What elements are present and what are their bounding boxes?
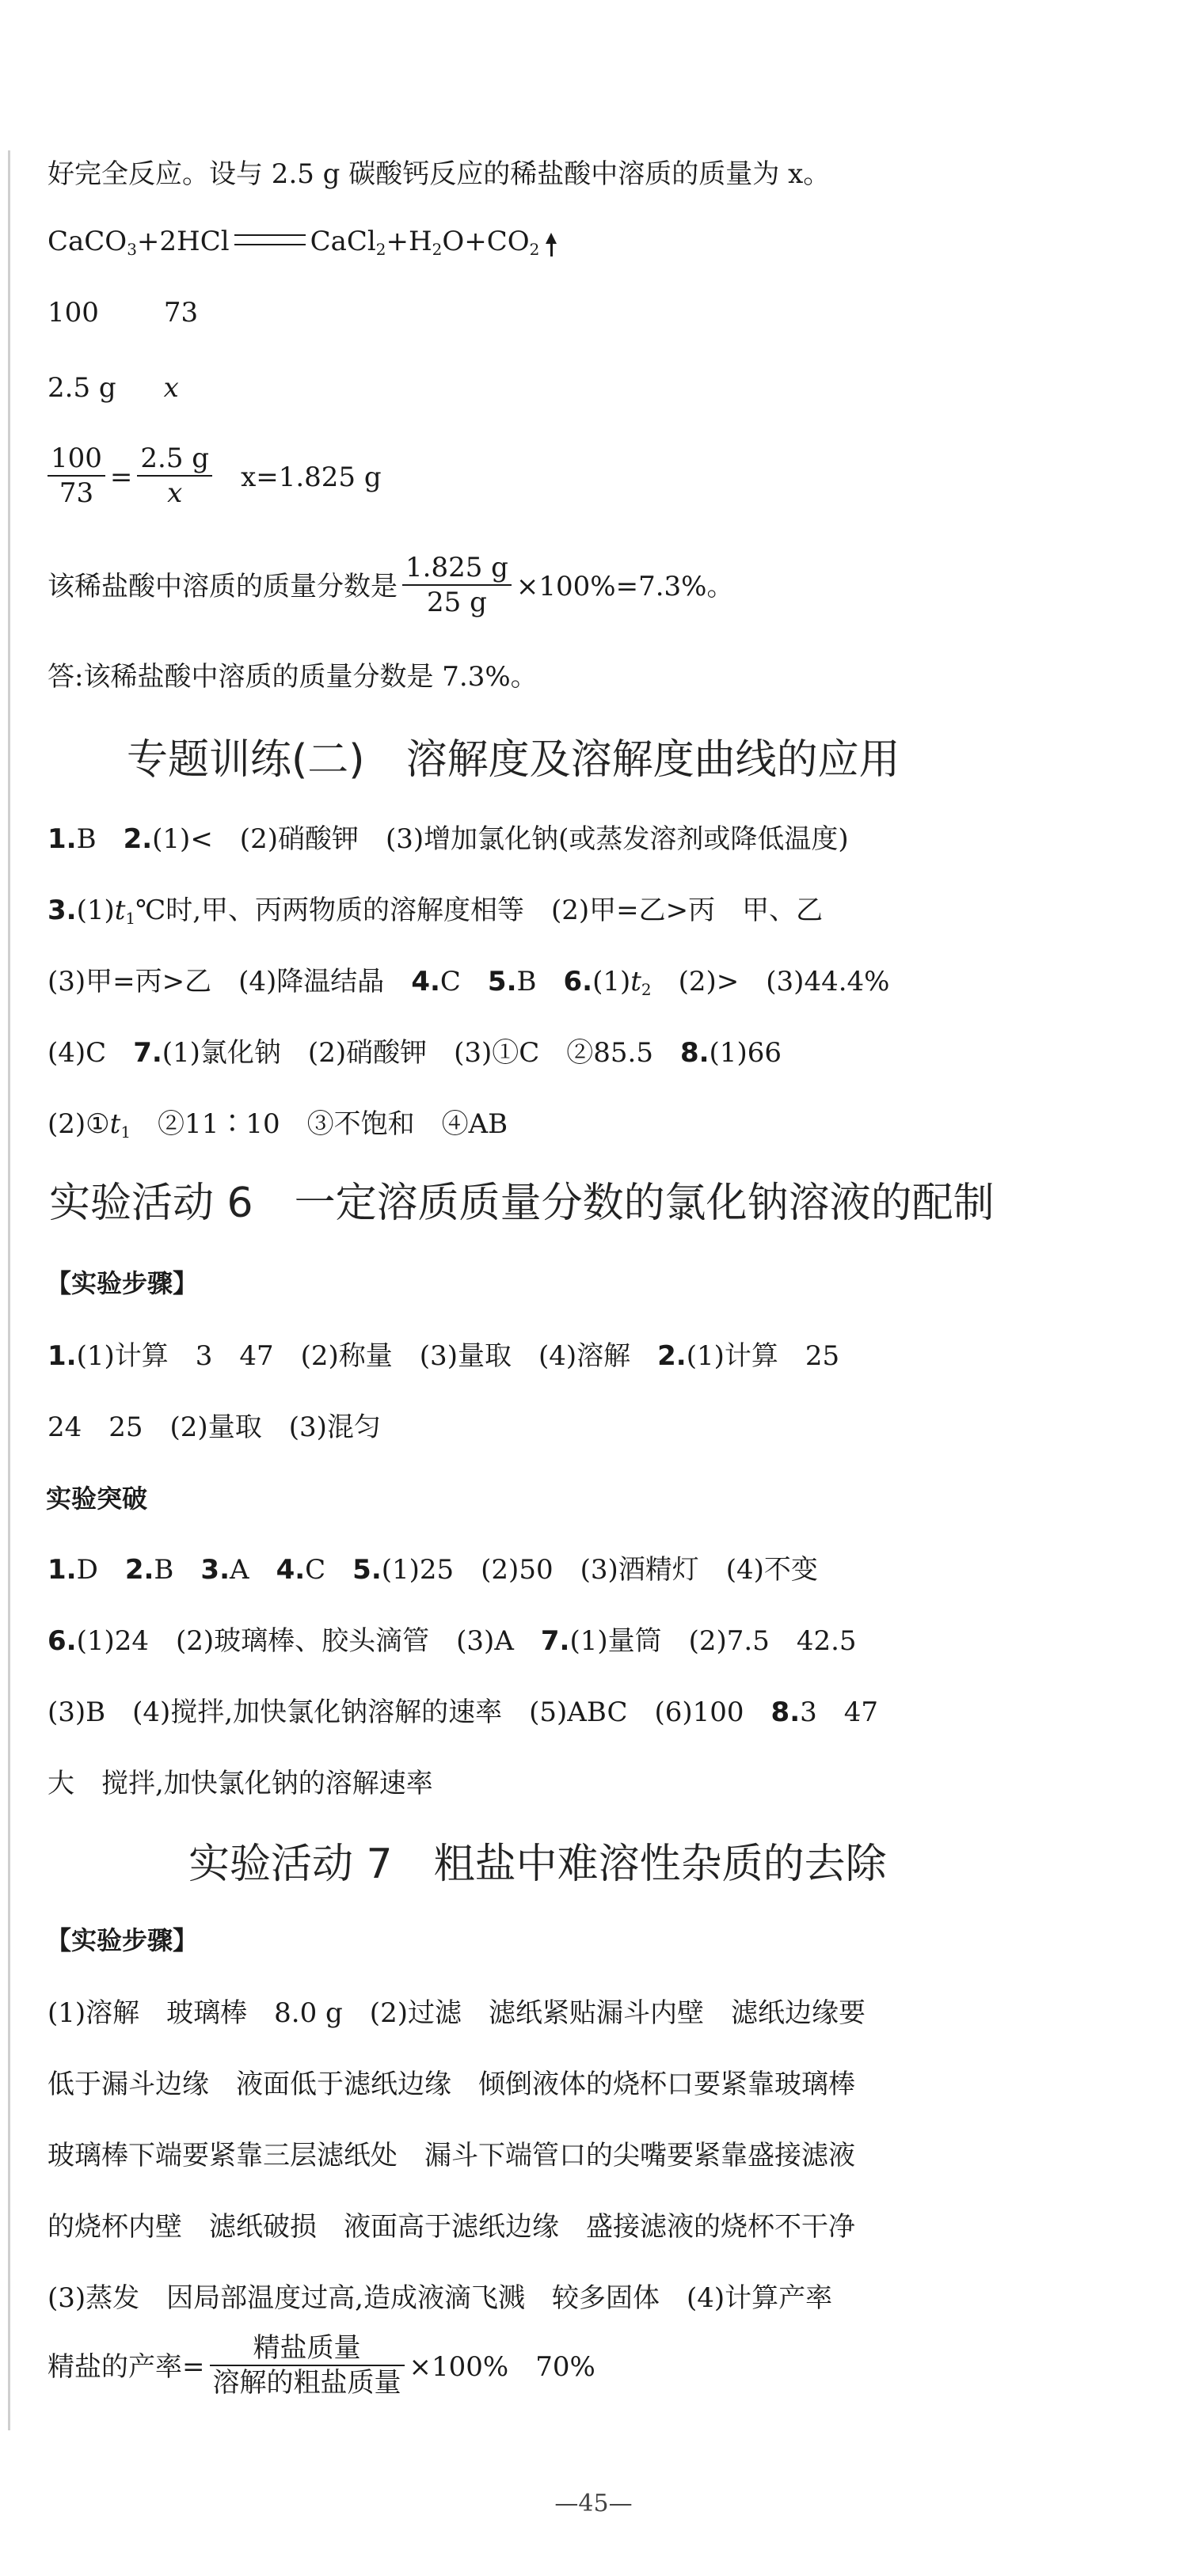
yield-fraction — [210, 2331, 405, 2399]
equals-sign-icon — [234, 234, 306, 245]
unknown-x: x — [163, 372, 179, 404]
eq-sub: 2 — [375, 240, 386, 259]
yield-formula — [48, 2331, 1155, 2403]
s1-line-3 — [48, 962, 1155, 1009]
intro-text: 好完全反应。设与 2.5 g 碳酸钙反应的稀盐酸中溶质的质量为 x。 — [48, 158, 831, 190]
s3-line-2 — [48, 2065, 1155, 2104]
s3-line-3 — [48, 2136, 1155, 2175]
proportion-line — [48, 442, 1155, 513]
fraction-numerator: 2.5 g — [140, 443, 210, 474]
eq-cacl2: CaCl — [310, 226, 376, 257]
s2-line-6 — [48, 1764, 1155, 1803]
question-number: 4. — [411, 966, 440, 997]
question-number: 8. — [679, 1037, 710, 1069]
answer: 大 搅拌,加快氯化钠的溶解速率 — [48, 1768, 433, 1799]
answer: D — [76, 1554, 125, 1586]
mass-fraction-text: 该稀盐酸中溶质的质量分数是 — [48, 571, 398, 602]
fraction-numerator: 精盐质量 — [253, 2332, 361, 2364]
answer: B — [76, 823, 124, 855]
eq-hcl: +2HCl — [136, 226, 230, 257]
section-title: 专题训练(二) 溶解度及溶解度曲线的应用 — [127, 736, 900, 784]
question-number: 2. — [123, 823, 153, 855]
answer: (3)甲=丙>乙 (4)降温结晶 — [48, 966, 412, 997]
question-number: 7. — [540, 1625, 570, 1657]
s2-line-2 — [48, 1408, 1155, 1447]
answer: (1) — [592, 966, 631, 997]
intro-line — [48, 154, 1155, 194]
answer-text: 答:该稀盐酸中溶质的质量分数是 7.3%。 — [48, 661, 538, 693]
fraction-numerator: 1.825 g — [405, 552, 508, 583]
s1-line-4 — [48, 1033, 1155, 1073]
temperature-symbol: t — [114, 895, 126, 926]
question-number: 6. — [48, 1625, 77, 1657]
answer: ℃时,甲、丙两物质的溶解度相等 (2)甲=乙>丙 甲、乙 — [135, 895, 824, 926]
fraction-denominator: x — [167, 477, 183, 509]
temperature-sub: 1 — [125, 909, 136, 928]
ratio-fraction-1 — [48, 442, 105, 510]
temperature-sub: 1 — [120, 1123, 131, 1142]
answer: 3 47 — [800, 1696, 879, 1728]
equals: = — [109, 462, 133, 493]
answer: (1)66 — [709, 1037, 782, 1069]
question-number: 1. — [48, 823, 77, 855]
fraction-denominator: 73 — [59, 477, 94, 509]
question-number: 2. — [657, 1340, 687, 1372]
answer: (4)C — [48, 1037, 134, 1069]
gas-arrow-icon — [546, 233, 557, 244]
answer-line — [48, 657, 1155, 697]
eq-sub: 2 — [432, 240, 443, 259]
binding-margin-line — [8, 150, 10, 2430]
answer: (1)25 (2)50 (3)酒精灯 (4)不变 — [381, 1554, 818, 1586]
question-number: 3. — [200, 1554, 230, 1586]
answer: (3)B (4)搅拌,加快氯化钠溶解的速率 (5)ABC (6)100 — [48, 1696, 771, 1728]
question-number: 3. — [48, 895, 77, 926]
answer: (1)量筒 (2)7.5 42.5 — [569, 1625, 857, 1657]
answer: 低于漏斗边缘 液面低于滤纸边缘 倾倒液体的烧杯口要紧靠玻璃棒 — [48, 2069, 855, 2100]
mass-fraction-line — [48, 551, 1155, 622]
subsection-label: 【实验步骤】 — [46, 1268, 199, 1298]
mass-fraction — [402, 551, 512, 619]
answer: (1)溶解 玻璃棒 8.0 g (2)过滤 滤纸紧贴漏斗内壁 滤纸边缘要 — [48, 1997, 866, 2029]
s2-line-3 — [48, 1550, 1155, 1590]
question-number: 7. — [133, 1037, 162, 1069]
yield-result: ×100% 70% — [409, 2351, 595, 2383]
answer: C — [305, 1554, 353, 1586]
eq-sub: 2 — [529, 240, 540, 259]
answer: (1)计算 25 — [686, 1340, 840, 1372]
answer: (1) — [76, 895, 115, 926]
ratio-fraction-2 — [137, 442, 212, 510]
s2-line-4 — [48, 1621, 1155, 1661]
fraction-denominator: 25 g — [427, 587, 487, 618]
answer: 玻璃棒下端要紧靠三层滤纸处 漏斗下端管口的尖嘴要紧靠盛接滤液 — [48, 2140, 855, 2171]
answer: A — [230, 1554, 276, 1586]
question-number: 6. — [563, 966, 593, 997]
temperature-symbol: t — [630, 966, 641, 997]
answer: (3)蒸发 因局部温度过高,造成液滴飞溅 较多固体 (4)计算产率 — [48, 2282, 833, 2314]
section-title: 实验活动 7 粗盐中难溶性杂质的去除 — [188, 1841, 887, 1888]
question-number: 4. — [276, 1554, 306, 1586]
fraction-denominator: 溶解的粗盐质量 — [212, 2367, 401, 2399]
s1-line-5 — [48, 1104, 1155, 1152]
subsection-label: 【实验步骤】 — [46, 1925, 199, 1955]
s3-line-5 — [48, 2278, 1155, 2318]
eq-sub: 3 — [127, 240, 137, 259]
answer: 的烧杯内壁 滤纸破损 液面高于滤纸边缘 盛接滤液的烧杯不干净 — [48, 2211, 855, 2243]
s3-line-4 — [48, 2207, 1155, 2247]
x-result: x=1.825 g — [241, 462, 382, 493]
section-title: 实验活动 6 一定溶质质量分数的氯化钠溶液的配制 — [49, 1180, 995, 1227]
fraction-numerator: 100 — [51, 443, 102, 474]
answer: (1)24 (2)玻璃棒、胶头滴管 (3)A — [76, 1625, 541, 1657]
s3-line-1 — [48, 1993, 1155, 2033]
mass-fraction-result: ×100%=7.3%。 — [516, 571, 734, 602]
answer: (1)计算 3 47 (2)称量 (3)量取 (4)溶解 — [76, 1340, 658, 1372]
answer: (1)氯化钠 (2)硝酸钾 (3)①C ②85.5 — [162, 1037, 680, 1069]
answer: (1)< (2)硝酸钾 (3)增加氯化钠(或蒸发溶剂或降低温度) — [152, 823, 849, 855]
temperature-sub: 2 — [641, 980, 652, 999]
mass-value-row — [48, 368, 1155, 408]
question-number: 2. — [124, 1554, 154, 1586]
s1-line-1 — [48, 819, 1155, 859]
question-number: 8. — [770, 1696, 801, 1728]
s2-line-5 — [48, 1693, 1155, 1732]
subsection-label: 实验突破 — [46, 1484, 148, 1514]
temperature-symbol: t — [109, 1108, 121, 1140]
mass-ratio-row — [48, 293, 1155, 332]
s2-line-1 — [48, 1336, 1155, 1376]
question-number: 1. — [48, 1554, 77, 1586]
answer: B — [516, 966, 564, 997]
chemical-equation — [48, 222, 1155, 269]
eq-h2o: +H — [386, 226, 432, 257]
yield-label: 精盐的产率= — [48, 2351, 205, 2383]
eq-co2: O+CO — [442, 226, 530, 257]
answer: (2)> (3)44.4% — [651, 966, 890, 997]
question-number: 1. — [48, 1340, 77, 1372]
answer: (2)① — [48, 1108, 110, 1140]
answer: 24 25 (2)量取 (3)混匀 — [48, 1411, 381, 1443]
question-number: 5. — [487, 966, 517, 997]
ratio-value: 100 — [48, 297, 99, 329]
ratio-value: 73 — [163, 297, 199, 329]
given-mass: 2.5 g — [48, 372, 116, 404]
answer: B — [154, 1554, 201, 1586]
page-number: —45— — [554, 2490, 633, 2517]
eq-caco3: CaCO — [48, 226, 127, 257]
s1-line-2 — [48, 891, 1155, 938]
answer: C — [439, 966, 488, 997]
answer: ②11∶10 ③不饱和 ④AB — [131, 1108, 508, 1140]
question-number: 5. — [352, 1554, 382, 1586]
